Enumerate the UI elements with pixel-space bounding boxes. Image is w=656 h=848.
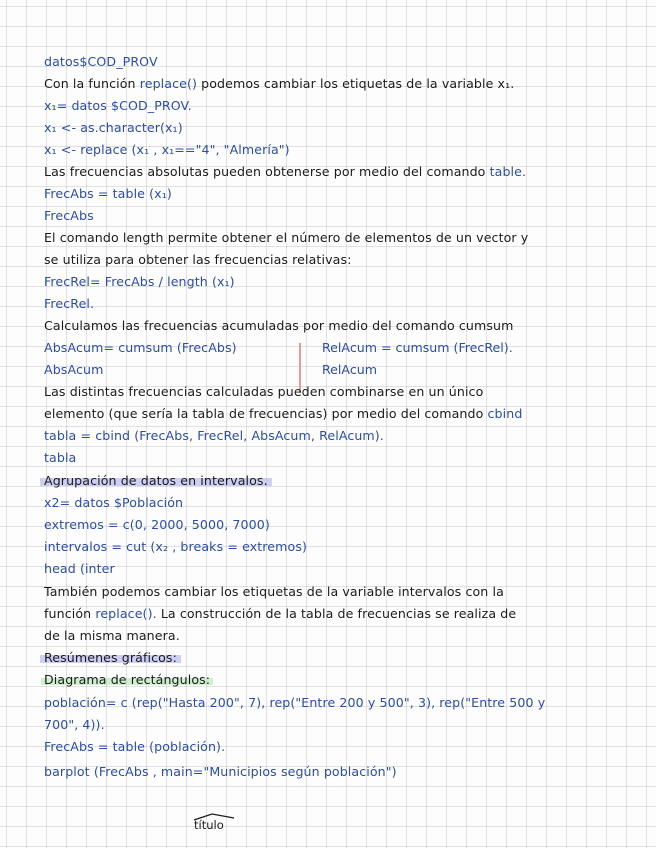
titulo-annotation [190,812,240,836]
code-cbind: cbind [487,406,523,421]
line-absacum: AbsAcum [44,362,104,377]
line-cumsum-explain: Calculamos las frecuencias acumuladas por medio del comando cumsum [44,318,514,333]
text-construccion: La construcción de la tabla de frecuencias se realiza de [160,606,517,621]
line-length-explain: El comando length permite obtener el número de elementos de un vector y [44,230,529,245]
heading-agrupacion [44,471,272,491]
text-frecuencias-absolutas: Las frecuencias absolutas pueden obtenerse por medio del comando [44,164,486,179]
line-poblacion-assign: población= c (rep("Hasta 200", 7), rep("Entre 200 y 500", 3), rep("Entre 500 y [44,695,546,710]
line-funcion-replace [44,604,516,624]
text-con-la-funcion: Con la función [44,76,136,91]
line-extremos: extremos = c(0, 2000, 5000, 7000) [44,517,270,532]
line-intervalos: intervalos = cut (x₂ , breaks = extremos) [44,539,307,554]
line-head-inter: head (inter [44,561,115,576]
code-replace: replace() [139,76,197,91]
line-combinar-explain-2 [44,404,522,424]
line-as-character: x₁ <- as.character(x₁) [44,120,183,135]
heading-resumenes-text: Resúmenes gráficos: [40,650,181,665]
line-replace-almeria: x₁ <- replace (x₁ , x₁=="4", "Almería") [44,142,290,157]
titulo-text: título [194,818,224,832]
line-tabla: tabla [44,450,77,465]
line-length-explain-2: se utiliza para obtener las frecuencias relativas: [44,252,352,267]
line-x1-assign: x₁= datos $COD_PROV. [44,98,192,113]
line-misma-manera: de la misma manera. [44,628,180,643]
line-replace-intro [44,74,514,94]
line-combinar-explain: Las distintas frecuencias calculadas pueden combinarse en un único [44,384,484,399]
line-datos-cod-prov: datos$COD_PROV [44,54,158,69]
line-frecabs-assign: FrecAbs = table (x₁) [44,186,172,201]
line-x2-assign: x2= datos $Población [44,495,184,510]
heading-agrupacion-text: Agrupación de datos en intervalos. [40,473,272,488]
text-funcion: función [44,606,92,621]
line-tabla-assign: tabla = cbind (FrecAbs, FrecRel, AbsAcum, RelAcum). [44,428,384,443]
line-frecrel: FrecRel. [44,296,95,311]
line-relacum-assign: RelAcum = cumsum (FrecRel). [322,340,513,355]
line-absacum-assign: AbsAcum= cumsum (FrecAbs) [44,340,237,355]
heading-diagrama-text: Diagrama de rectángulos: [41,672,213,687]
heading-resumenes [44,648,181,668]
code-table: table. [489,164,527,179]
line-relacum: RelAcum [322,362,377,377]
line-frecrel-assign: FrecRel= FrecAbs / length (x₁) [44,274,235,289]
line-frecabs-poblacion: FrecAbs = table (población). [44,739,226,754]
line-barplot: barplot (FrecAbs , main="Municipios según población") [44,764,397,779]
line-tambien-explain: También podemos cambiar los etiquetas de la variable intervalos con la [44,584,504,599]
line-frecuencias-absolutas [44,162,526,182]
code-replace-2: replace(). [95,606,157,621]
text-podemos-cambiar: podemos cambiar los etiquetas de la variable x₁. [201,76,515,91]
heading-diagrama [44,670,213,690]
line-frecabs: FrecAbs [44,208,94,223]
text-elemento: elemento (que sería la tabla de frecuencias) por medio del comando [44,406,484,421]
line-poblacion-assign-2: 700", 4)). [44,717,105,732]
